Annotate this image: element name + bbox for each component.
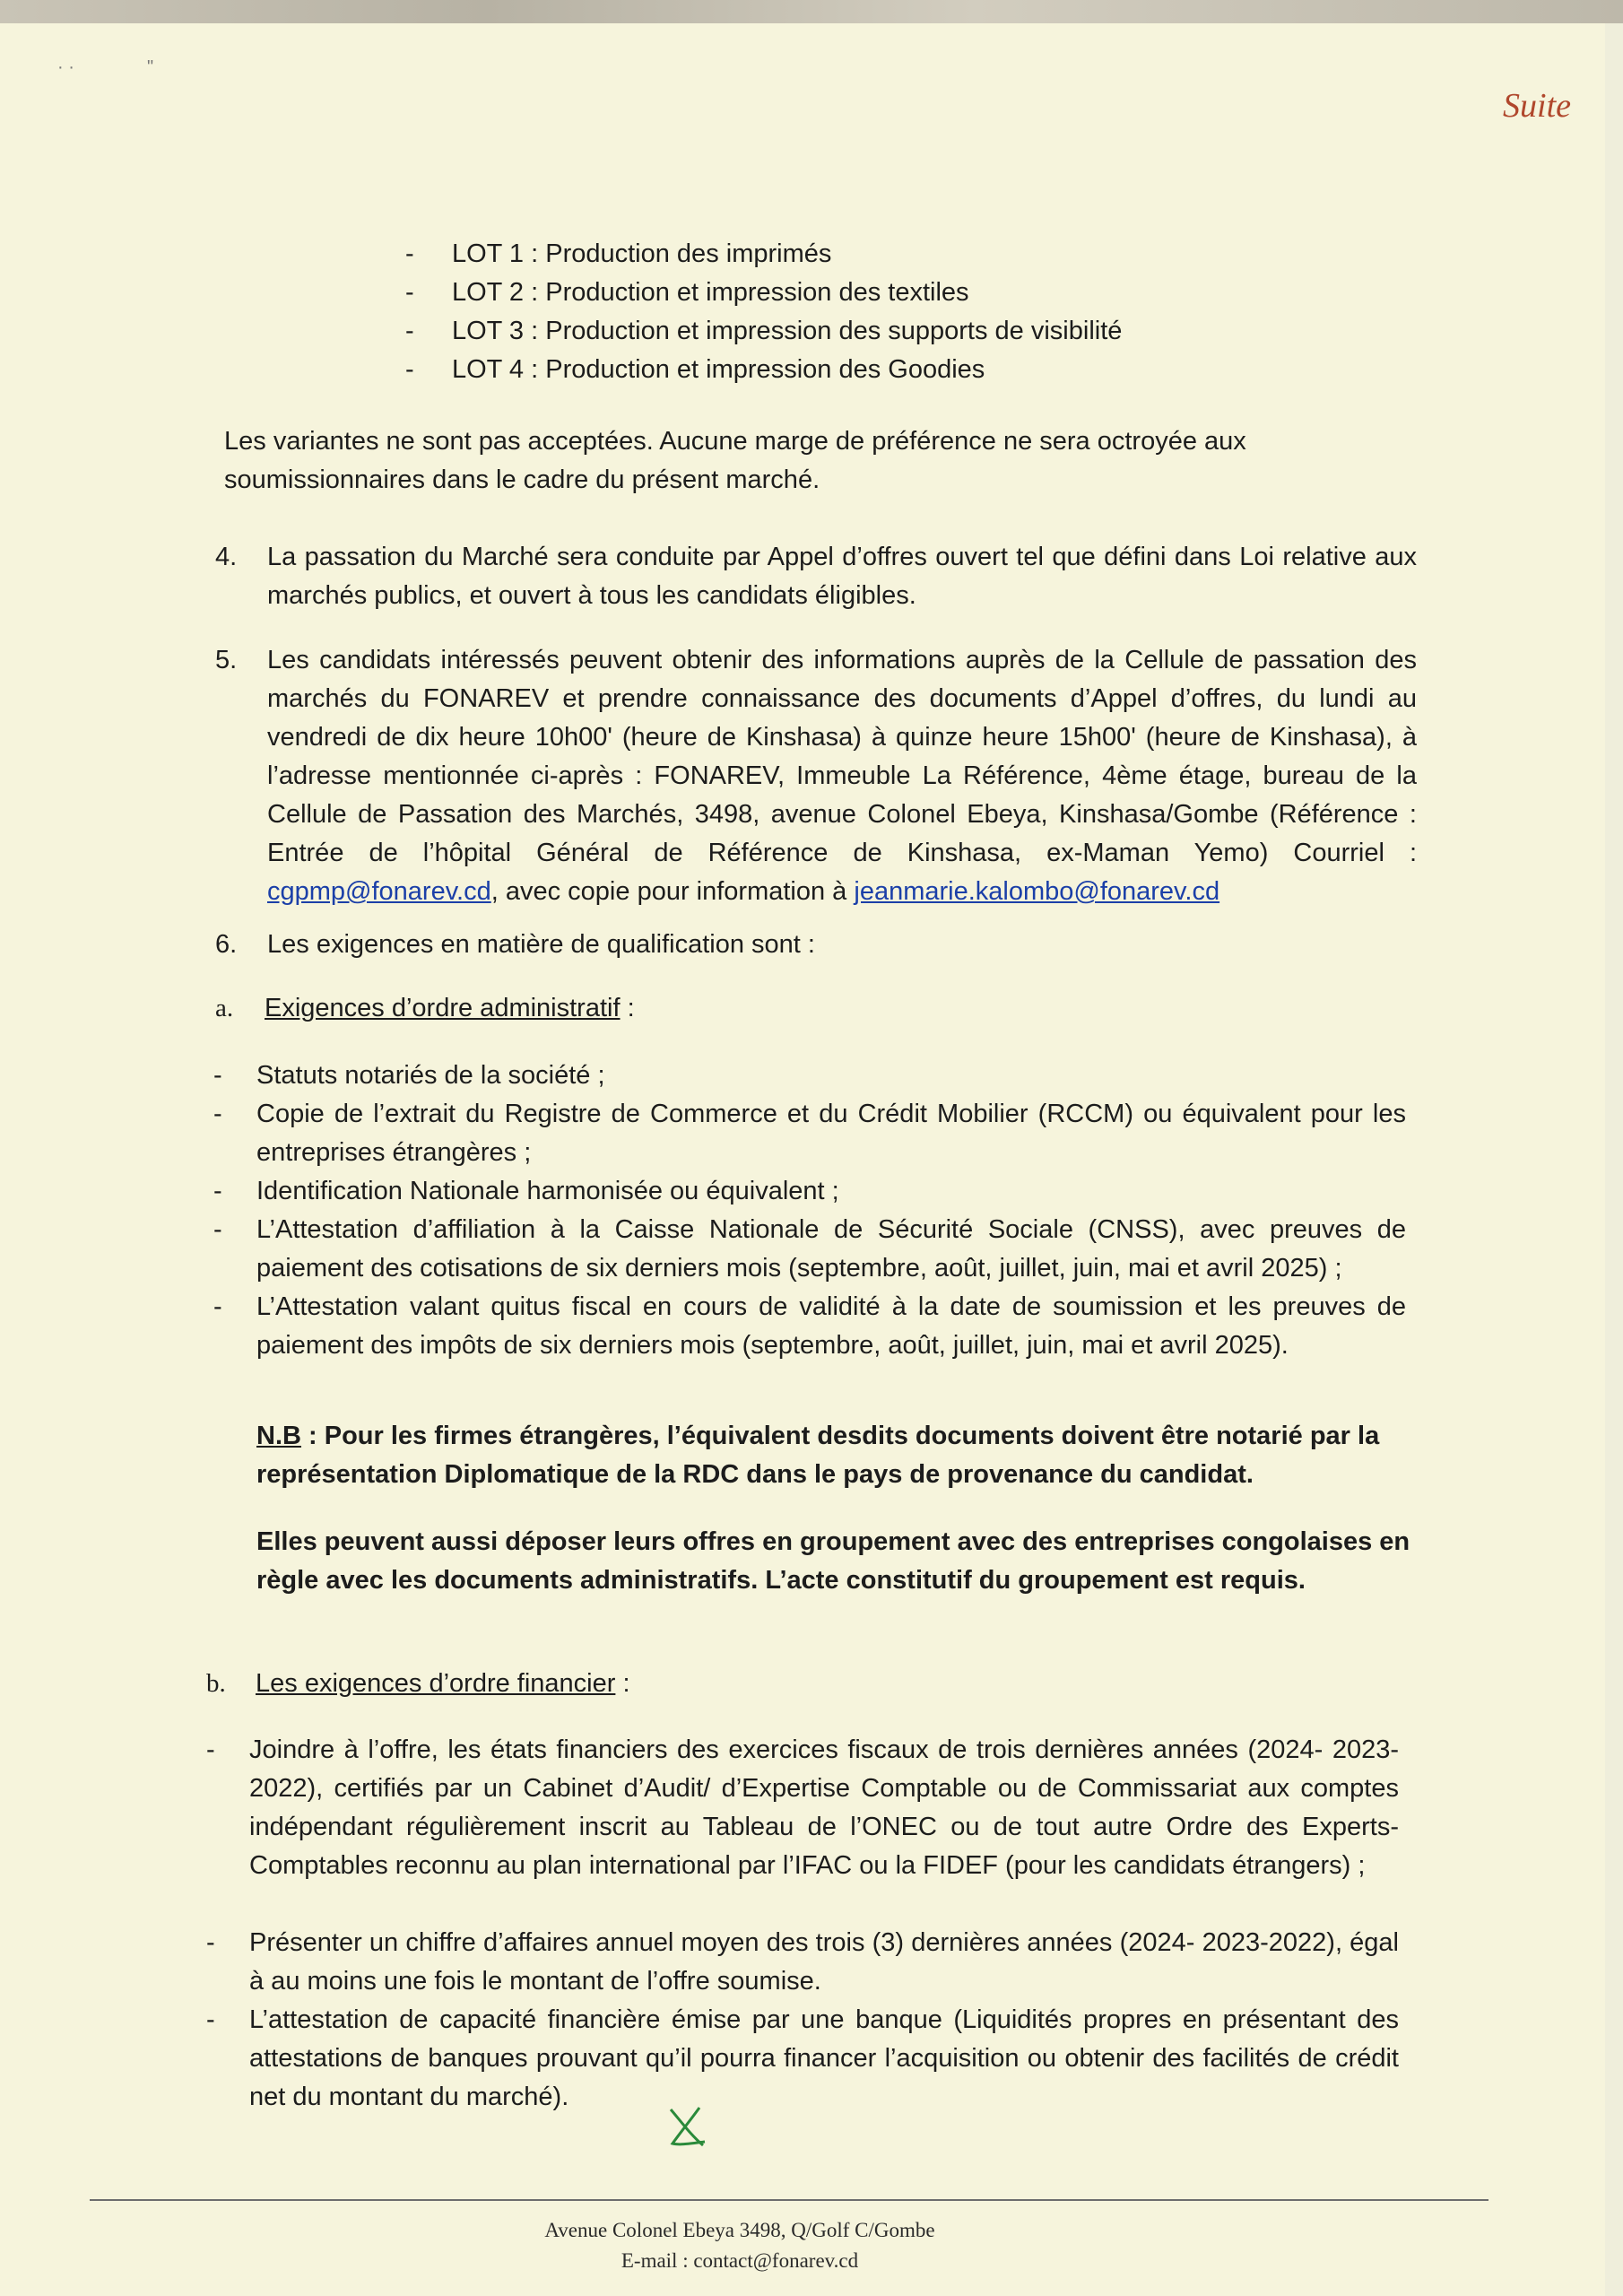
item-text: Les exigences en matière de qualification sont :: [267, 930, 815, 959]
footer: [0, 2215, 1480, 2276]
item-number: 5.: [215, 646, 238, 674]
list-item: - Présenter un chiffre d’affaires annuel moyen des trois (3) dernières années (2024- 2023-2022), égal à au moins une fois le montant de l’offre soumise.: [206, 1928, 1399, 1996]
list-item: - Copie de l’extrait du Registre de Commerce et du Crédit Mobilier (RCCM) ou équivalent pour les entreprises étrangères ;: [213, 1100, 1406, 1167]
item-text: La passation du Marché sera conduite par Appel d’offres ouvert tel que défini dans Loi relative aux marchés publics, et ouvert à tous les candidats éligibles.: [267, 543, 1417, 610]
nb-note-groupement: Elles peuvent aussi déposer leurs offres en groupement avec des entreprises congolaises en règle avec les documents administratifs. L’acte constitutif du groupement est requis.: [256, 1527, 1410, 1595]
scan-speck: · ·: [57, 57, 74, 77]
item-6: [215, 926, 1417, 964]
item-5: [215, 641, 1417, 910]
footer-email: E-mail : contact@fonarev.cd: [621, 2249, 859, 2272]
scan-top-edge: [0, 0, 1623, 23]
list-item: - L’Attestation valant quitus fiscal en cours de validité à la date de soumission et les preuves de paiement des impôts de six derniers mois (septembre, août, juillet, juin, mai et avril 2025).: [213, 1292, 1406, 1360]
list-item: - L’Attestation d’affiliation à la Caisse Nationale de Sécurité Sociale (CNSS), avec preuves de paiement des cotisations de six derniers mois (septembre, août, juillet, juin, mai et avril 2025) ;: [213, 1215, 1406, 1283]
footer-divider: [90, 2199, 1488, 2201]
footer-address: Avenue Colonel Ebeya 3498, Q/Golf C/Gombe: [544, 2219, 935, 2241]
item-text: Les candidats intéressés peuvent obtenir des informations auprès de la Cellule de passation des marchés du FONAREV et prendre connaissance des documents d’Appel d’offres, du lundi au vendredi de dix heure 10h00' (heure de Kinshasa) à quinze heure 15h00' (heure de Kinshasa), à l’adresse mentionnée ci-après : FONAREV, Immeuble La Référence, 4ème étage, bureau de la Cellule de Passation des Marchés, 3498, avenue Colonel Ebeya, Kinshasa/Gombe (Référence : Entrée de l’hôpital Général de Référence de Kinshasa, ex-Maman Yemo) Courriel : cgpmp@fonarev.cd, avec copie pour information à jeanmarie.kalombo@fonarev.cd: [267, 646, 1417, 906]
variantes-paragraph: Les variantes ne sont pas acceptées. Aucune marge de préférence ne sera octroyée aux soumissionnaires dans le cadre du présent marché.: [224, 427, 1246, 494]
email-link-kalombo[interactable]: jeanmarie.kalombo@fonarev.cd: [854, 877, 1220, 906]
list-item: - Identification Nationale harmonisée ou équivalent ;: [213, 1177, 839, 1205]
page-continuation-mark: Suite: [1503, 87, 1571, 125]
nb-note: N.B : Pour les firmes étrangères, l’équivalent desdits documents doivent être notarié par la représentation Diplomatique de la RDC dans le pays de provenance du candidat.: [256, 1422, 1380, 1489]
item-number: 6.: [215, 930, 238, 959]
check-mark-icon: [664, 2104, 717, 2149]
email-link-cgpmp[interactable]: cgpmp@fonarev.cd: [267, 877, 491, 906]
list-item: - Joindre à l’offre, les états financiers des exercices fiscaux de trois dernières années (2024- 2023-2022), certifiés par un Cabinet d’Audit/ d’Expertise Comptable ou de Commissariat aux comptes indépendant régulièrement inscrit au Tableau de l’ONEC ou de tout autre Ordre des Experts-Comptables reconnu au plan international par l’IFAC ou la FIDEF (pour les candidats étrangers) ;: [206, 1735, 1399, 1880]
list-item: - Statuts notariés de la société ;: [213, 1061, 605, 1090]
scan-speck: ": [147, 57, 154, 77]
list-item: - L’attestation de capacité financière émise par une banque (Liquidités propres en présentant des attestations de banques prouvant qu’il pourra financer l’acquisition ou obtenir des facilités de crédit net du montant du marché).: [206, 2005, 1399, 2111]
item-4: [215, 538, 1417, 615]
item-number: 4.: [215, 543, 238, 571]
